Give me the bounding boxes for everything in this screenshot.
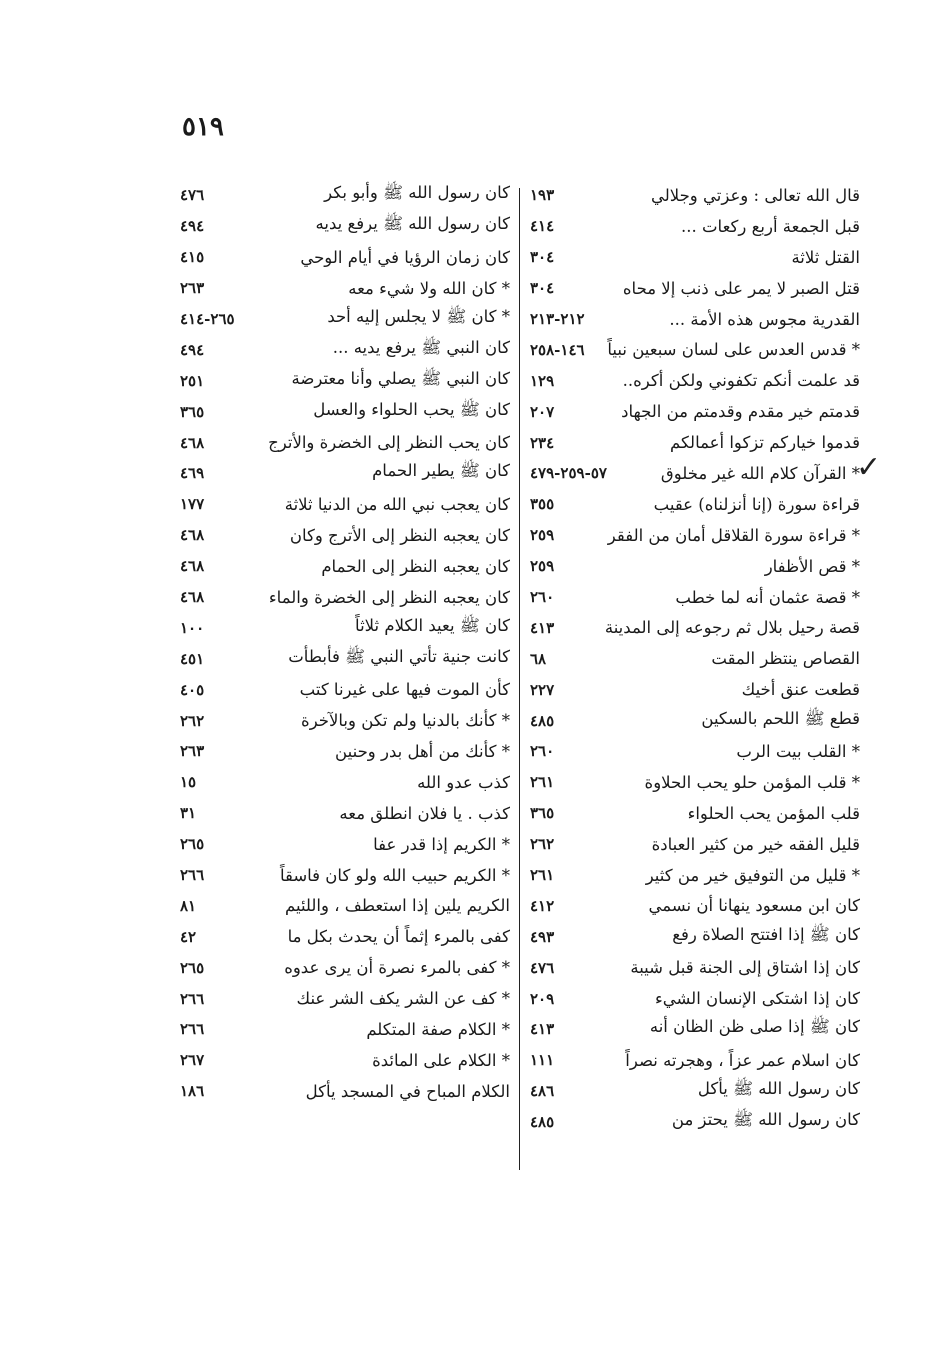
entry-page-number: ٣١ [180, 804, 197, 823]
index-entry [180, 890, 510, 921]
index-entry [530, 1014, 860, 1045]
index-column-right [530, 180, 860, 1138]
entry-text: * الكلام على المائدة [372, 1050, 510, 1070]
entry-text: قليل الفقه خير من كثير العبادة [651, 834, 860, 854]
entry-text: كفى بالمرء إثماً أن يحدث بكل ما [287, 927, 510, 947]
index-entry [530, 520, 860, 551]
entry-page-number: ١١١ [530, 1051, 555, 1070]
entry-page-number: ١٠٠ [180, 618, 205, 637]
entry-page-number: ٢٦٥ [180, 835, 205, 854]
entry-text: قطعت عنق أخيك [741, 680, 860, 700]
entry-text: * الكريم حبيب الله ولو كان فاسقاً [279, 865, 510, 885]
index-entry [180, 705, 510, 736]
index-entry [530, 1107, 860, 1138]
index-entry [180, 396, 510, 427]
index-entry [530, 242, 860, 273]
entry-text: كان يحب النظر إلى الخضرة والأترج [268, 433, 510, 453]
index-entry [180, 520, 510, 551]
entry-page-number: ٤٩٣ [530, 927, 555, 946]
entry-page-number: ٤٦٨ [180, 433, 205, 452]
entry-page-number: ٢٣٤ [530, 433, 555, 452]
column-divider [519, 188, 520, 1170]
entry-page-number: ٨١ [180, 896, 197, 915]
entry-text: كان يعجبه النظر إلى الأترج وكان [289, 525, 510, 545]
index-entry [180, 674, 510, 705]
index-entry [530, 860, 860, 891]
index-entry [180, 767, 510, 798]
index-entry [180, 489, 510, 520]
entry-text: كان إذا اشتاق إلى الجنة قبل شيبة [630, 958, 860, 978]
entry-page-number: ٣٦٥ [530, 804, 555, 823]
index-entry [530, 427, 860, 458]
entry-page-number: ٢٦٠ [530, 588, 555, 607]
entry-page-number: ٢٦٦ [180, 989, 205, 1008]
index-entry [530, 489, 860, 520]
entry-text: قبل الجمعة أربع ركعات ... [681, 216, 860, 236]
entry-page-number: ١٢٩ [530, 371, 555, 390]
entry-text: كان ﷺ يحب الحلواء والعسل [313, 399, 510, 419]
index-entry [530, 458, 860, 489]
index-entry [530, 829, 860, 860]
index-entry [530, 612, 860, 643]
entry-text: الكريم يلين إذا استعطف ، واللئيم [284, 896, 510, 916]
check-mark-icon: ✓ [856, 450, 882, 485]
entry-text: كان النبي ﷺ يرفع يديه ... [332, 337, 510, 357]
entry-text: كان يعجب نبي الله من الدنيا ثلاثة [284, 494, 510, 514]
entry-page-number: ٤٦٨ [180, 588, 205, 607]
entry-page-number: ٢٦٦ [180, 1020, 205, 1039]
entry-page-number: ٣٥٥ [530, 495, 555, 514]
entry-page-number: ٤٦٨ [180, 557, 205, 576]
entry-page-number: ٦٨ [530, 649, 547, 668]
entry-text: * القلب بيت الرب [736, 741, 860, 761]
index-entry [530, 273, 860, 304]
entry-page-number: ٢٦١ [530, 866, 555, 885]
entry-text: القدرية مجوس هذه الأمة ... [669, 309, 860, 329]
entry-text: كان ﷺ إذا افتتح الصلاة رفع [672, 924, 860, 944]
entry-page-number: ٢٦٢ [530, 835, 555, 854]
entry-page-number: ٢٦٣ [180, 742, 205, 761]
index-entry [180, 211, 510, 242]
index-entry [180, 643, 510, 674]
index-entry [180, 798, 510, 829]
entry-page-number: ٢٦٣ [180, 279, 205, 298]
entry-page-number: ١٧٧ [180, 495, 205, 514]
page-number: ٥١٩ [182, 112, 224, 142]
index-entry [530, 180, 860, 211]
index-entry [530, 211, 860, 242]
entry-page-number: ٤٧٦ [530, 958, 555, 977]
index-entry [180, 736, 510, 767]
index-column-left [180, 180, 510, 1107]
index-entry [180, 273, 510, 304]
entry-page-number: ٢٥٩ [530, 557, 555, 576]
index-entry [180, 612, 510, 643]
entry-text: كذب عدو الله [417, 772, 510, 792]
entry-page-number: ٢١٢-٢١٣ [530, 310, 585, 328]
index-entry [530, 705, 860, 736]
entry-page-number: ٢٥١ [180, 371, 205, 390]
entry-text: كان اسلام عمر عزاً ، وهجرته نصراً [625, 1050, 860, 1070]
entry-text: * القرآن كلام الله غير مخلوق [660, 463, 860, 483]
index-entry [530, 674, 860, 705]
entry-text: قلب المؤمن يحب الحلواء [687, 803, 860, 823]
entry-text: كان النبي ﷺ يصلي وأنا معترضة [291, 368, 510, 388]
index-entry [180, 1014, 510, 1045]
entry-page-number: ٤٥١ [180, 649, 205, 668]
index-entry [180, 921, 510, 952]
index-entry [180, 551, 510, 582]
entry-page-number: ١٤٦-٢٥٨ [530, 340, 585, 359]
entry-text: * قص الأظفار [764, 556, 860, 576]
entry-text: قتل الصبر لا يمر على ذنب إلا محاه [622, 278, 860, 298]
entry-text: كان ﷺ يعيد الكلام ثلاثاً [355, 615, 510, 635]
entry-page-number: ٢٦٧ [180, 1051, 205, 1070]
index-entry [530, 1076, 860, 1107]
index-entry [180, 334, 510, 365]
index-entry [180, 242, 510, 273]
entry-text: كانت جنية تأتي النبي ﷺ فأبطأت [288, 646, 510, 666]
index-entry [530, 365, 860, 396]
entry-page-number: ٤٨٥ [530, 711, 555, 730]
entry-page-number: ٤٩٤ [180, 217, 205, 236]
entry-text: * قلب المؤمن حلو يحب الحلاوة [644, 772, 860, 792]
index-entry [530, 983, 860, 1014]
entry-text: كان رسول الله ﷺ يرفع يديه [315, 214, 510, 234]
index-entry [530, 334, 860, 365]
entry-text: كان يعجبه النظر إلى الحمام [321, 556, 510, 576]
entry-page-number: ٤١٣ [530, 618, 555, 637]
entry-text: * كان ﷺ لا يجلس إليه أحد [327, 307, 510, 326]
index-entry [530, 736, 860, 767]
entry-page-number: ٤٨٦ [530, 1082, 555, 1101]
entry-text: كان رسول الله ﷺ يحتز من [671, 1110, 860, 1130]
entry-page-number: ٢٥٩ [530, 526, 555, 545]
entry-text: * كأنك بالدنيا ولم تكن وبالآخرة [301, 711, 510, 731]
entry-text: قراءة سورة (إنا أنزلناه) عقيب [653, 494, 860, 514]
entry-text: القتل ثلاثة [791, 247, 860, 267]
entry-text: القصاص ينتظر المقت [711, 649, 860, 669]
entry-page-number: ٢٠٧ [530, 402, 555, 421]
index-entry [180, 458, 510, 489]
index-entry [530, 643, 860, 674]
entry-page-number: ٣٠٤ [530, 279, 555, 298]
entry-text: * كأنك من أهل بدر وحنين [335, 741, 510, 761]
entry-page-number: ٤١٣ [530, 1020, 555, 1039]
index-entry [530, 582, 860, 613]
entry-text: قطع ﷺ اللحم بالسكين [701, 708, 860, 728]
entry-page-number: ٢٦٢ [180, 711, 205, 730]
entry-text: قد علمت أنكم تكفوني ولكن أكره.. [622, 371, 860, 391]
index-entry [180, 829, 510, 860]
entry-page-number: ٥٧-٢٥٩-٤٧٩ [530, 464, 607, 483]
entry-page-number: ١٩٣ [530, 186, 555, 205]
index-entry [530, 1045, 860, 1076]
index-entry [180, 1076, 510, 1107]
entry-text: كان رسول الله ﷺ يأكل [697, 1079, 860, 1099]
index-entry [530, 921, 860, 952]
entry-page-number: ٤٠٥ [180, 680, 205, 699]
index-entry [530, 952, 860, 983]
entry-text: كان ﷺ إذا صلى ظن الظان أنه [649, 1017, 860, 1037]
entry-page-number: ١٨٦ [180, 1082, 205, 1101]
entry-page-number: ٤٩٤ [180, 340, 205, 359]
entry-text: قصة رحيل بلال ثم رجوعه إلى المدينة [604, 618, 860, 638]
entry-text: قدموا خياركم تزكوا أعمالكم [669, 433, 860, 453]
index-entry [530, 767, 860, 798]
index-entry [180, 304, 510, 335]
index-entry [530, 890, 860, 921]
entry-text: * كف عن الشر يكف الشر عنك [296, 989, 510, 1009]
entry-text: الكلام المباح في المسجد يأكل [305, 1081, 510, 1101]
entry-page-number: ٢٦٥-٤١٤ [180, 310, 235, 328]
index-entry [180, 365, 510, 396]
entry-text: * الكلام صفة المتكلم [366, 1019, 510, 1039]
index-entry [530, 798, 860, 829]
entry-text: * كان الله ولا شيء معه [348, 278, 510, 298]
entry-page-number: ٤١٢ [530, 896, 555, 915]
entry-page-number: ٢٠٩ [530, 989, 555, 1008]
entry-text: قدمتم خير مقدم وقدمتم من الجهاد [621, 402, 860, 422]
index-entry [180, 983, 510, 1014]
entry-text: كان رسول الله ﷺ وأبو بكر [324, 183, 510, 203]
entry-page-number: ٢٢٧ [530, 680, 555, 699]
entry-page-number: ٤٦٨ [180, 526, 205, 545]
index-entry [180, 860, 510, 891]
entry-page-number: ٤٧٦ [180, 186, 205, 205]
entry-page-number: ٣٦٥ [180, 402, 205, 421]
entry-page-number: ٤١٤ [530, 217, 555, 236]
entry-text: كان زمان الرؤيا في أيام الوحي [300, 247, 510, 267]
entry-page-number: ٤١٥ [180, 248, 205, 267]
entry-text: * قصة عثمان أنه لما خطب [675, 587, 860, 607]
entry-text: * قدس العدس على لسان سبعين نبياً [607, 340, 860, 360]
entry-page-number: ٢٦١ [530, 773, 555, 792]
entry-text: كان يعجبه النظر إلى الخضرة والماء [268, 587, 510, 607]
index-entry [180, 427, 510, 458]
entry-text: كان إذا اشتكى الإنسان الشيء [654, 989, 860, 1009]
entry-page-number: ٢٦٦ [180, 866, 205, 885]
entry-page-number: ٢٦٥ [180, 958, 205, 977]
index-entry [180, 582, 510, 613]
entry-text: كأن الموت فيها على غيرنا كتب [299, 680, 510, 700]
entry-text: قال الله تعالى : وعزتي وجلالي [650, 185, 860, 205]
entry-text: * كفى بالمرء نصرة أن يرى عدوه [284, 958, 510, 978]
entry-text: * الكريم إذا قدر عفا [373, 834, 510, 854]
index-entry [530, 304, 860, 335]
entry-page-number: ٢٦٠ [530, 742, 555, 761]
entry-text: كذب . يا فلان انطلق معه [339, 803, 510, 823]
entry-page-number: ٣٠٤ [530, 248, 555, 267]
entry-text: كان ابن مسعود ينهانا أن نسمي [648, 896, 860, 916]
index-entry [530, 396, 860, 427]
index-entry [180, 1045, 510, 1076]
entry-page-number: ٤٨٥ [530, 1113, 555, 1132]
entry-page-number: ٤٦٩ [180, 464, 205, 483]
index-entry [180, 180, 510, 211]
entry-page-number: ١٥ [180, 773, 197, 792]
index-entry [180, 952, 510, 983]
entry-text: * قراءة سورة القلاقل أمان من الفقر [607, 525, 860, 545]
entry-page-number: ٤٢ [180, 927, 197, 946]
entry-text: * قليل من التوفيق خير من كثير [645, 865, 860, 885]
index-entry [530, 551, 860, 582]
entry-text: كان ﷺ يطير الحمام [372, 461, 510, 481]
